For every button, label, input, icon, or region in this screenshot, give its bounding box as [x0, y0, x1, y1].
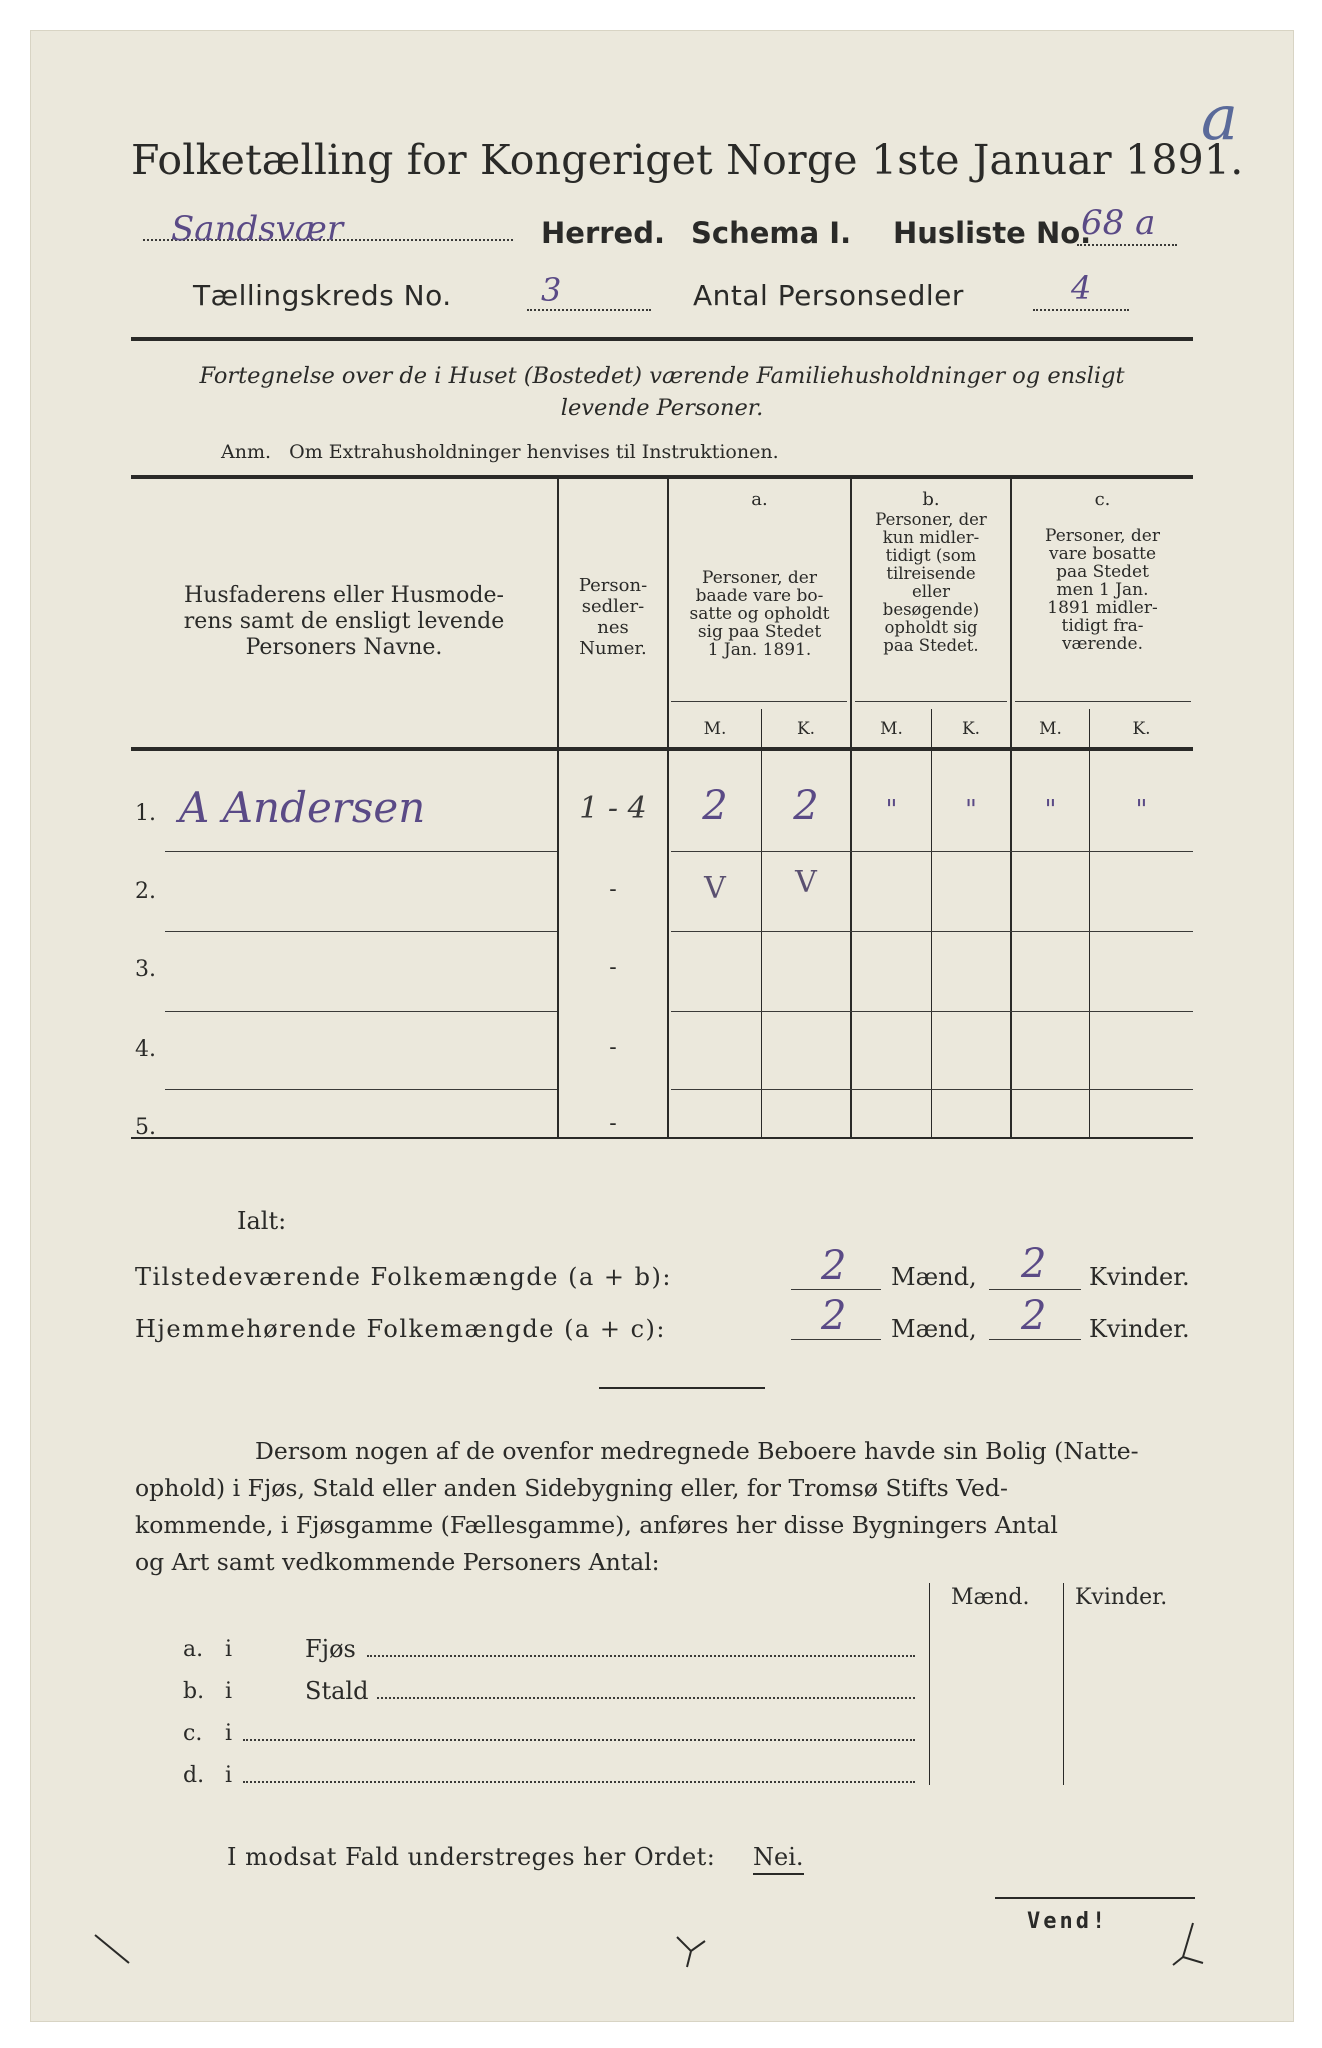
hjemme-k-line: [989, 1339, 1081, 1340]
row-c-k: ": [1135, 795, 1148, 825]
building-col-sep-2: [1063, 1583, 1064, 1785]
b-k-label: K.: [961, 719, 981, 739]
b-m-label: M.: [880, 719, 903, 739]
row-person-number: -: [609, 1035, 617, 1060]
row-number: 3.: [135, 957, 156, 982]
kreds-dotted-line: [527, 309, 651, 311]
mk-rule-a: [671, 701, 847, 702]
tilstede-label: Tilstedeværende Folkemængde (a + b):: [135, 1263, 672, 1291]
row-number: 5.: [135, 1115, 156, 1140]
row-person-number: 1 - 4: [579, 791, 647, 826]
row-4-line-name: [165, 1089, 557, 1090]
vend-label: Vend!: [1027, 1909, 1109, 1934]
footer-rule: [995, 1897, 1195, 1899]
hjemme-m-value: 2: [821, 1293, 847, 1339]
tilstede-kvinder-label: Kvinder.: [1089, 1263, 1190, 1291]
kreds-value: 3: [541, 271, 562, 309]
building-i: i: [225, 1763, 233, 1788]
col-name-header: Husfaderens eller Husmode- rens samt de ensligt levende Personers Navne.: [183, 583, 505, 660]
census-form-page: [30, 30, 1294, 2022]
husliste-value: 68 a: [1081, 203, 1156, 243]
row-3-line-data: [671, 1011, 1193, 1012]
corner-mark: a: [1201, 81, 1238, 154]
a-m-label: M.: [703, 719, 727, 739]
col-b-letter: b.: [922, 489, 940, 510]
ialt-label: Ialt:: [237, 1207, 287, 1235]
modsat-text: I modsat Fald understreges her Ordet:: [227, 1843, 716, 1871]
building-col-maend: Mænd.: [951, 1585, 1030, 1610]
pencil-mark: [671, 1931, 711, 1971]
intro-line-1: Fortegnelse over de i Huset (Bostedet) værende Familiehusholdninger og ensligt: [199, 363, 1125, 389]
antal-label: Antal Personsedler: [693, 279, 964, 312]
row-name: A Andersen: [179, 783, 426, 832]
building-letter: b.: [183, 1679, 205, 1704]
building-label: Fjøs: [305, 1635, 356, 1663]
building-dotted-line: [377, 1697, 915, 1699]
mk-sep-a: [761, 709, 762, 1139]
mk-sep-b: [931, 709, 932, 1139]
building-letter: d.: [183, 1763, 205, 1788]
row-3-line-name: [165, 1011, 557, 1012]
row-number: 4.: [135, 1037, 156, 1062]
hjemme-label: Hjemmehørende Folkemængde (a + c):: [135, 1315, 666, 1343]
schema-label: Schema I.: [691, 216, 852, 250]
anm-note: Anm. Om Extrahusholdninger henvises til Instruktionen.: [221, 441, 779, 463]
antal-value: 4: [1071, 269, 1092, 307]
building-label: Stald: [305, 1677, 369, 1705]
col-b-header: Personer, der kun midler- tidigt (som tilreisende eller besøgende) opholdt sig paa Stedet.: [875, 510, 987, 655]
building-i: i: [225, 1679, 233, 1704]
building-i: i: [225, 1637, 233, 1662]
herred-label: Herred.: [541, 216, 665, 250]
c-k-label: K.: [1132, 719, 1151, 739]
hjemme-kvinder-label: Kvinder.: [1089, 1315, 1190, 1343]
mk-rule-b: [855, 701, 1007, 702]
page-title: Folketælling for Kongeriget Norge 1ste Januar 1891.: [131, 136, 1244, 184]
building-col-sep-1: [929, 1583, 930, 1785]
col-num-header: Person- sedler- nes Numer.: [578, 575, 648, 659]
col-a-header: Personer, der baade vare bo- satte og opholdt sig paa Stedet 1 Jan. 1891.: [689, 568, 830, 660]
antal-dotted-line: [1033, 309, 1129, 311]
pencil-mark: [91, 1931, 141, 1971]
kreds-label: Tællingskreds No.: [193, 279, 452, 312]
building-letter: c.: [183, 1721, 203, 1746]
a-k-label: K.: [796, 719, 816, 739]
modsat-word: Nei.: [753, 1843, 804, 1875]
notice-paragraph: Dersom nogen af de ovenfor medregnede Beboere havde sin Bolig (Natte- ophold) i Fjøs, Stald eller anden Sidebygning eller, for Tromsø Stifts Ved- kommende, i Fjøsgamme (Fællesgamme), anføres her disse Bygningers Antal og Art samt vedkommende Personers Antal:: [135, 1437, 1139, 1576]
table-top-rule: [131, 475, 1193, 479]
hjemme-m-line: [791, 1339, 881, 1340]
col-c-header: Personer, der vare bosatte paa Stedet men 1 Jan. 1891 midler- tidigt fra- værende.: [1045, 526, 1160, 654]
row-a-k: V: [795, 865, 817, 900]
table-bottom-rule: [131, 1137, 1193, 1139]
mk-sep-c: [1089, 709, 1090, 1139]
mk-rule-c: [1015, 701, 1191, 702]
row-b-k: ": [965, 795, 977, 825]
row-a-m: V: [704, 871, 726, 906]
row-4-line-data: [671, 1089, 1193, 1090]
row-person-number: -: [609, 877, 617, 902]
section-divider: [599, 1387, 765, 1389]
row-number: 2.: [135, 879, 156, 904]
table-header-bottom-rule: [131, 747, 1193, 751]
building-dotted-line: [367, 1655, 915, 1657]
row-2-line-data: [671, 931, 1193, 932]
building-i: i: [225, 1721, 233, 1746]
row-b-m: ": [885, 795, 898, 825]
husliste-label: Husliste No.: [893, 216, 1092, 250]
hjemme-maend-label: Mænd,: [891, 1315, 977, 1343]
building-dotted-line: [243, 1739, 915, 1741]
building-col-kvinder: Kvinder.: [1075, 1585, 1168, 1610]
tilstede-k-line: [989, 1289, 1081, 1290]
intro-line-2: levende Personer.: [560, 395, 764, 421]
tilstede-maend-label: Mænd,: [891, 1263, 977, 1291]
row-number: 1.: [135, 801, 156, 826]
c-m-label: M.: [1039, 719, 1062, 739]
row-person-number: -: [609, 1111, 617, 1136]
hjemme-k-value: 2: [1021, 1293, 1047, 1339]
building-letter: a.: [183, 1637, 204, 1662]
row-person-number: -: [609, 955, 617, 980]
row-1-line-name: [165, 851, 557, 852]
husliste-dotted-line: [1077, 244, 1177, 246]
herred-value: Sandsvær: [171, 209, 344, 249]
building-dotted-line: [243, 1781, 915, 1783]
tilstede-k-value: 2: [1021, 1241, 1047, 1287]
col-c-letter: c.: [1094, 489, 1111, 510]
row-1-line-data: [671, 851, 1193, 852]
col-a-letter: a.: [751, 489, 768, 510]
row-c-m: ": [1044, 795, 1057, 825]
row-a-m: 2: [702, 783, 728, 829]
tilstede-m-line: [791, 1289, 881, 1290]
row-a-k: 2: [793, 783, 819, 829]
pencil-mark: [1169, 1921, 1209, 1971]
row-2-line-name: [165, 931, 557, 932]
tilstede-m-value: 2: [821, 1243, 847, 1289]
header-rule: [131, 337, 1193, 341]
